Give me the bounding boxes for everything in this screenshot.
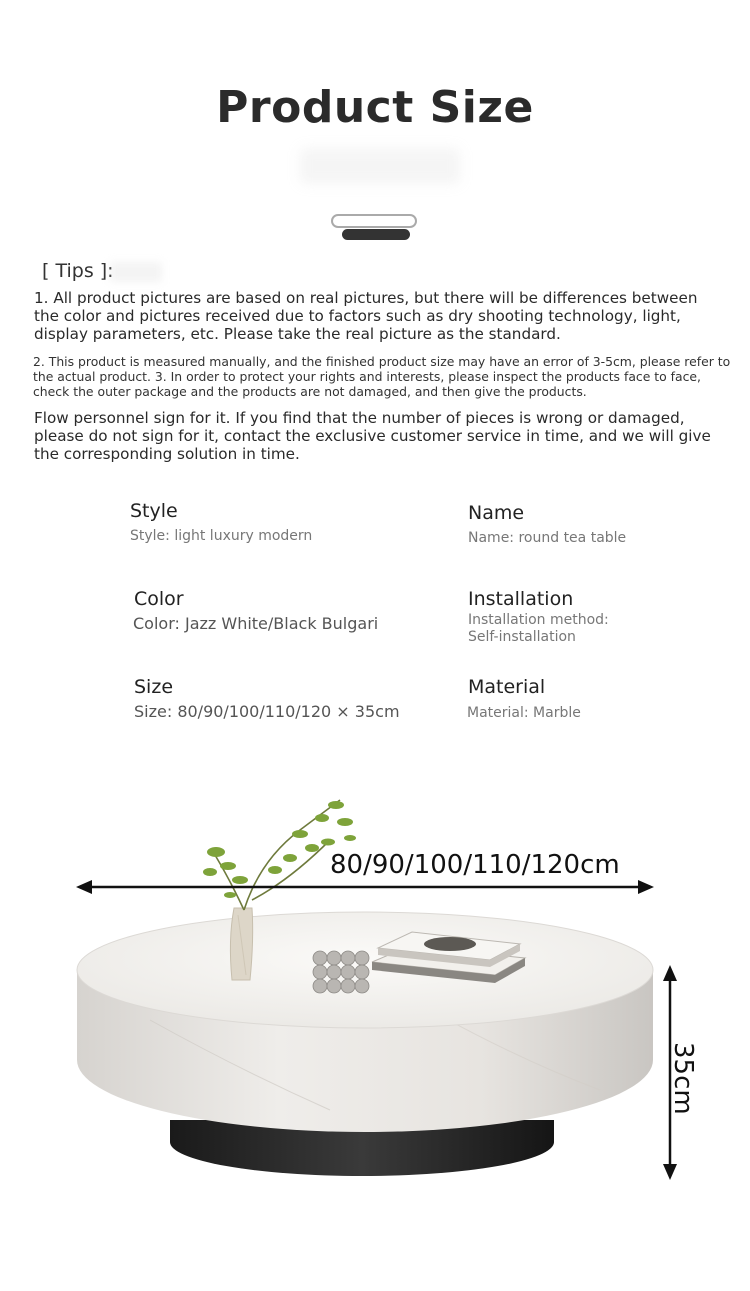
sphere-ornament xyxy=(313,951,369,993)
tips-blur xyxy=(110,262,162,282)
height-dimension-label: 35cm xyxy=(668,1042,698,1115)
width-dimension-label: 80/90/100/110/120cm xyxy=(330,850,620,880)
spec-color-value: Color: Jazz White/Black Bulgari xyxy=(133,614,379,633)
spec-style-value: Style: light luxury modern xyxy=(130,528,313,544)
vase xyxy=(230,908,252,980)
tips-paragraph-1: 1. All product pictures are based on real pictures, but there will be differences between the color and pictures received due to factors such as dry shooting technology, light, display parameters, etc. Please take the real picture as the standard. xyxy=(34,289,698,343)
spec-material-label: Material xyxy=(468,676,546,698)
spec-size-label: Size xyxy=(134,676,174,698)
tips-label: [ Tips ]: xyxy=(42,260,114,282)
spec-style-label: Style xyxy=(130,500,178,522)
tips-paragraph-3: Flow personnel sign for it. If you find that the number of pieces is wrong or damaged, please do not sign for it, contact the exclusive customer service in time, and we will give the corresponding solution in time. xyxy=(34,409,711,463)
tips-paragraph-2: 2. This product is measured manually, and the finished product size may have an error of 3-5cm, please refer to the actual product. 3. In order to protect your rights and interests, please inspect the products face to face, check the outer package and the products are not damaged, and then give the products. xyxy=(33,354,731,399)
spec-installation-value-line2: Self-installation xyxy=(468,629,576,645)
page-title: Product Size xyxy=(216,82,534,133)
coffee-table-illustration xyxy=(0,780,750,1220)
spec-material-value: Material: Marble xyxy=(467,705,581,721)
decorative-pill-dark xyxy=(342,229,410,240)
decorative-pill-outline xyxy=(331,214,417,228)
spec-color-label: Color xyxy=(134,588,184,610)
spec-name-label: Name xyxy=(468,502,525,524)
subtitle-placeholder xyxy=(300,148,460,184)
spec-size-value: Size: 80/90/100/110/120 × 35cm xyxy=(134,702,400,721)
spec-installation-label: Installation xyxy=(468,588,574,610)
spec-installation-value-line1: Installation method: xyxy=(468,612,609,628)
width-dimension-arrow xyxy=(76,880,654,894)
spec-name-value: Name: round tea table xyxy=(468,530,627,546)
